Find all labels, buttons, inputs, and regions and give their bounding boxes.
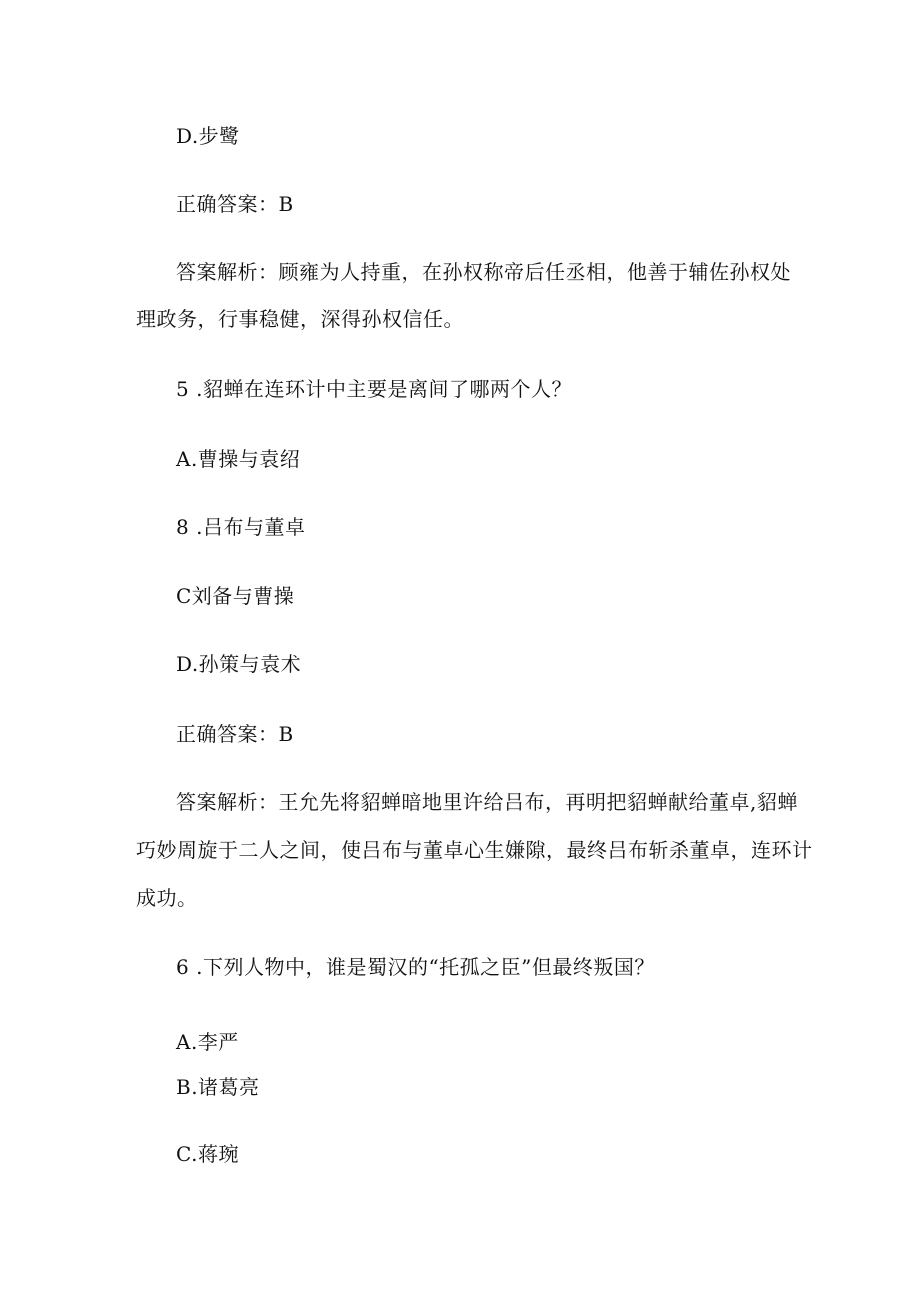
q6-option-b: B.诸葛亮 (176, 1075, 260, 1099)
q6-option-a: A.李严 (176, 1030, 239, 1054)
q4-analysis-line1: 答案解析：顾雍为人持重，在孙权称帝后任丞相，他善于辅佐孙权处 (176, 260, 791, 284)
q5-analysis-line2: 巧妙周旋于二人之间，使吕布与董卓心生嫌隙，最终吕布斩杀董卓，连环计 (136, 838, 813, 862)
q6-option-c: C.蒋琬 (176, 1142, 239, 1166)
q4-analysis-line2: 理政务，行事稳健，深得孙权信任。 (136, 307, 464, 331)
q5-question: 5 .貂蝉在连环计中主要是离间了哪两个人？ (176, 377, 572, 401)
q5-answer: 正确答案：B (176, 722, 294, 746)
q4-answer: 正确答案：B (176, 192, 294, 216)
q5-option-d: D.孙策与袁术 (176, 652, 302, 676)
q5-option-c: C刘备与曹操 (176, 584, 295, 608)
q5-option-b: 8 .吕布与董卓 (176, 515, 306, 539)
q5-option-a: A.曹操与袁绍 (176, 447, 301, 471)
q5-analysis-line3: 成功。 (136, 886, 198, 910)
q4-option-d: D.步鹭 (176, 124, 240, 148)
q5-analysis-line1: 答案解析：王允先将貂蝉暗地里许给吕布，再明把貂蝉献给董卓,貂蝉 (176, 790, 798, 814)
q6-question: 6 .下列人物中，谁是蜀汉的“托孤之臣”但最终叛国？ (176, 955, 655, 979)
